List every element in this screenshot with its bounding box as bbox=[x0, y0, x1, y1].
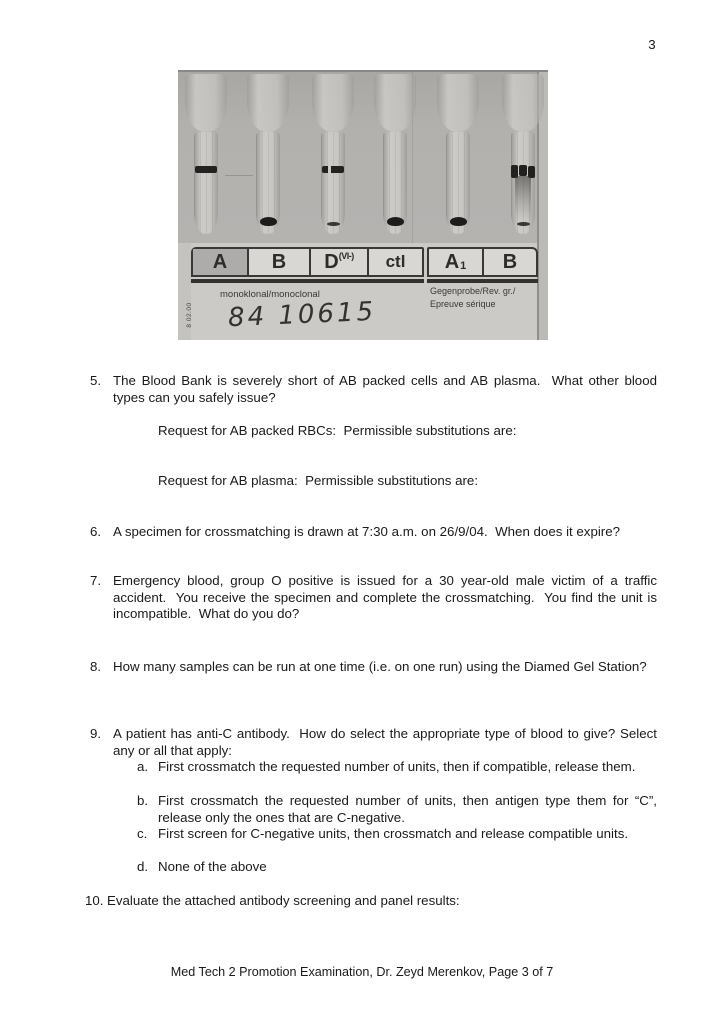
page-footer: Med Tech 2 Promotion Examination, Dr. Zeyd Merenkov, Page 3 of 7 bbox=[170, 965, 554, 979]
question-5-subline-rbcs: Request for AB packed RBCs: Permissible substitutions are: bbox=[158, 423, 517, 438]
label-strip-forward-group bbox=[191, 247, 424, 277]
question-10-number: 10. bbox=[85, 893, 104, 908]
gel-label-D-VI bbox=[311, 249, 369, 275]
option-d-text: None of the above bbox=[158, 859, 267, 874]
gel-label-text: A bbox=[212, 251, 228, 273]
reaction-clump bbox=[519, 165, 526, 176]
option-b-letter: b. bbox=[137, 793, 149, 808]
gel-tube-reservoir bbox=[374, 74, 416, 132]
gel-label-text: B bbox=[271, 251, 287, 273]
question-5-number: 5. bbox=[90, 373, 102, 388]
option-a-letter: a. bbox=[137, 759, 149, 774]
question-5 bbox=[90, 373, 661, 406]
reaction-button-negative bbox=[260, 217, 277, 226]
reaction-small-dash bbox=[327, 222, 340, 226]
gel-tube-B bbox=[247, 74, 289, 236]
question-8-number: 8. bbox=[90, 659, 102, 674]
reaction-small-dash bbox=[517, 222, 530, 226]
gel-label-B-reverse bbox=[484, 249, 536, 275]
gel-tube-column bbox=[194, 132, 218, 234]
reaction-button-negative bbox=[387, 217, 404, 226]
gel-tube-column bbox=[511, 132, 535, 234]
gel-tube-A1 bbox=[437, 74, 479, 236]
question-9-option-a bbox=[137, 759, 657, 776]
gel-label-B bbox=[249, 249, 311, 275]
question-9-option-b bbox=[137, 793, 661, 826]
handwritten-sample-id: 84 10615 bbox=[227, 296, 377, 334]
gel-label-text: D bbox=[324, 251, 339, 273]
gel-tube-reservoir bbox=[247, 74, 289, 132]
gel-label-subscript: 1 bbox=[460, 259, 467, 272]
gel-tube-D bbox=[312, 74, 354, 236]
gel-label-A1 bbox=[429, 249, 484, 275]
question-9-option-c bbox=[137, 826, 657, 843]
question-8-text: How many samples can be run at one time (i.e. on one run) using the Diamed Gel Station? bbox=[113, 659, 647, 674]
gel-tube-B-reverse bbox=[502, 74, 544, 236]
question-10 bbox=[85, 893, 652, 910]
question-8 bbox=[90, 659, 657, 676]
gel-label-A bbox=[193, 249, 249, 275]
reverse-group-label-line1: Gegenprobe/Rev. gr./ bbox=[430, 286, 516, 296]
reverse-group-label-line2: Epreuve sérique bbox=[430, 298, 496, 309]
page-number: 3 bbox=[648, 37, 656, 52]
gel-tube-column bbox=[446, 132, 470, 234]
gel-label-ctl bbox=[369, 249, 422, 275]
gel-label-text: B bbox=[502, 251, 518, 273]
gel-tube-column bbox=[256, 132, 280, 234]
question-9-text: A patient has anti-C antibody. How do select the appropriate type of blood to give? Select any or all that apply: bbox=[113, 726, 661, 758]
question-6-text: A specimen for crossmatching is drawn at 7:30 a.m. on 26/9/04. When does it expire? bbox=[113, 524, 621, 539]
gel-label-text: A bbox=[444, 251, 460, 273]
gel-tube-ctl bbox=[374, 74, 416, 236]
gel-tube-column bbox=[383, 132, 407, 234]
option-c-letter: c. bbox=[137, 826, 148, 841]
strip-underline bbox=[191, 279, 424, 283]
question-6-number: 6. bbox=[90, 524, 102, 539]
gel-tube-column bbox=[321, 132, 345, 234]
gel-tube-reservoir bbox=[185, 74, 227, 132]
gel-label-text: ctl bbox=[385, 252, 406, 271]
gel-tube-reservoir bbox=[502, 74, 544, 132]
question-5-text: The Blood Bank is severely short of AB packed cells and AB plasma. What other blood types can you safely issue? bbox=[113, 373, 661, 405]
reverse-group-label bbox=[430, 285, 515, 310]
gel-tube-reservoir bbox=[312, 74, 354, 132]
label-strip-reverse-group bbox=[427, 247, 538, 277]
gel-label-superscript: (VI-) bbox=[338, 250, 354, 261]
reaction-smear bbox=[515, 176, 531, 220]
question-9 bbox=[90, 726, 661, 759]
monoclonal-label: monoklonal/monoclonal bbox=[220, 289, 320, 300]
question-6 bbox=[90, 524, 657, 541]
question-10-text: Evaluate the attached antibody screening and panel results: bbox=[107, 893, 460, 908]
option-c-text: First screen for C-negative units, then crossmatch and release compatible units. bbox=[158, 826, 629, 841]
question-7 bbox=[90, 573, 661, 623]
question-9-option-d bbox=[137, 859, 657, 876]
reaction-button-negative bbox=[450, 217, 467, 226]
question-7-number: 7. bbox=[90, 573, 102, 588]
gel-tube-A bbox=[185, 74, 227, 236]
question-7-text: Emergency blood, group O positive is issued for a 30 year-old male victim of a traffic accident. You receive the specimen and complete the crossmatching. You find the unit is incompatible. What do you do? bbox=[113, 573, 661, 622]
option-b-text: First crossmatch the requested number of units, then antigen type them for “C”, release only the ones that are C-negative. bbox=[158, 793, 661, 825]
strip-underline bbox=[427, 279, 538, 283]
photo-top-edge bbox=[178, 70, 548, 72]
option-a-text: First crossmatch the requested number of units, then if compatible, release them. bbox=[158, 759, 636, 774]
gel-tube-reservoir bbox=[437, 74, 479, 132]
question-9-number: 9. bbox=[90, 726, 102, 741]
card-side-code: 8 02.00 bbox=[186, 302, 193, 328]
option-d-letter: d. bbox=[137, 859, 149, 874]
question-5-subline-plasma: Request for AB plasma: Permissible substitutions are: bbox=[158, 473, 479, 488]
gel-card-photo bbox=[178, 70, 548, 340]
reaction-band-positive bbox=[322, 166, 344, 173]
reaction-band-positive bbox=[195, 166, 217, 173]
